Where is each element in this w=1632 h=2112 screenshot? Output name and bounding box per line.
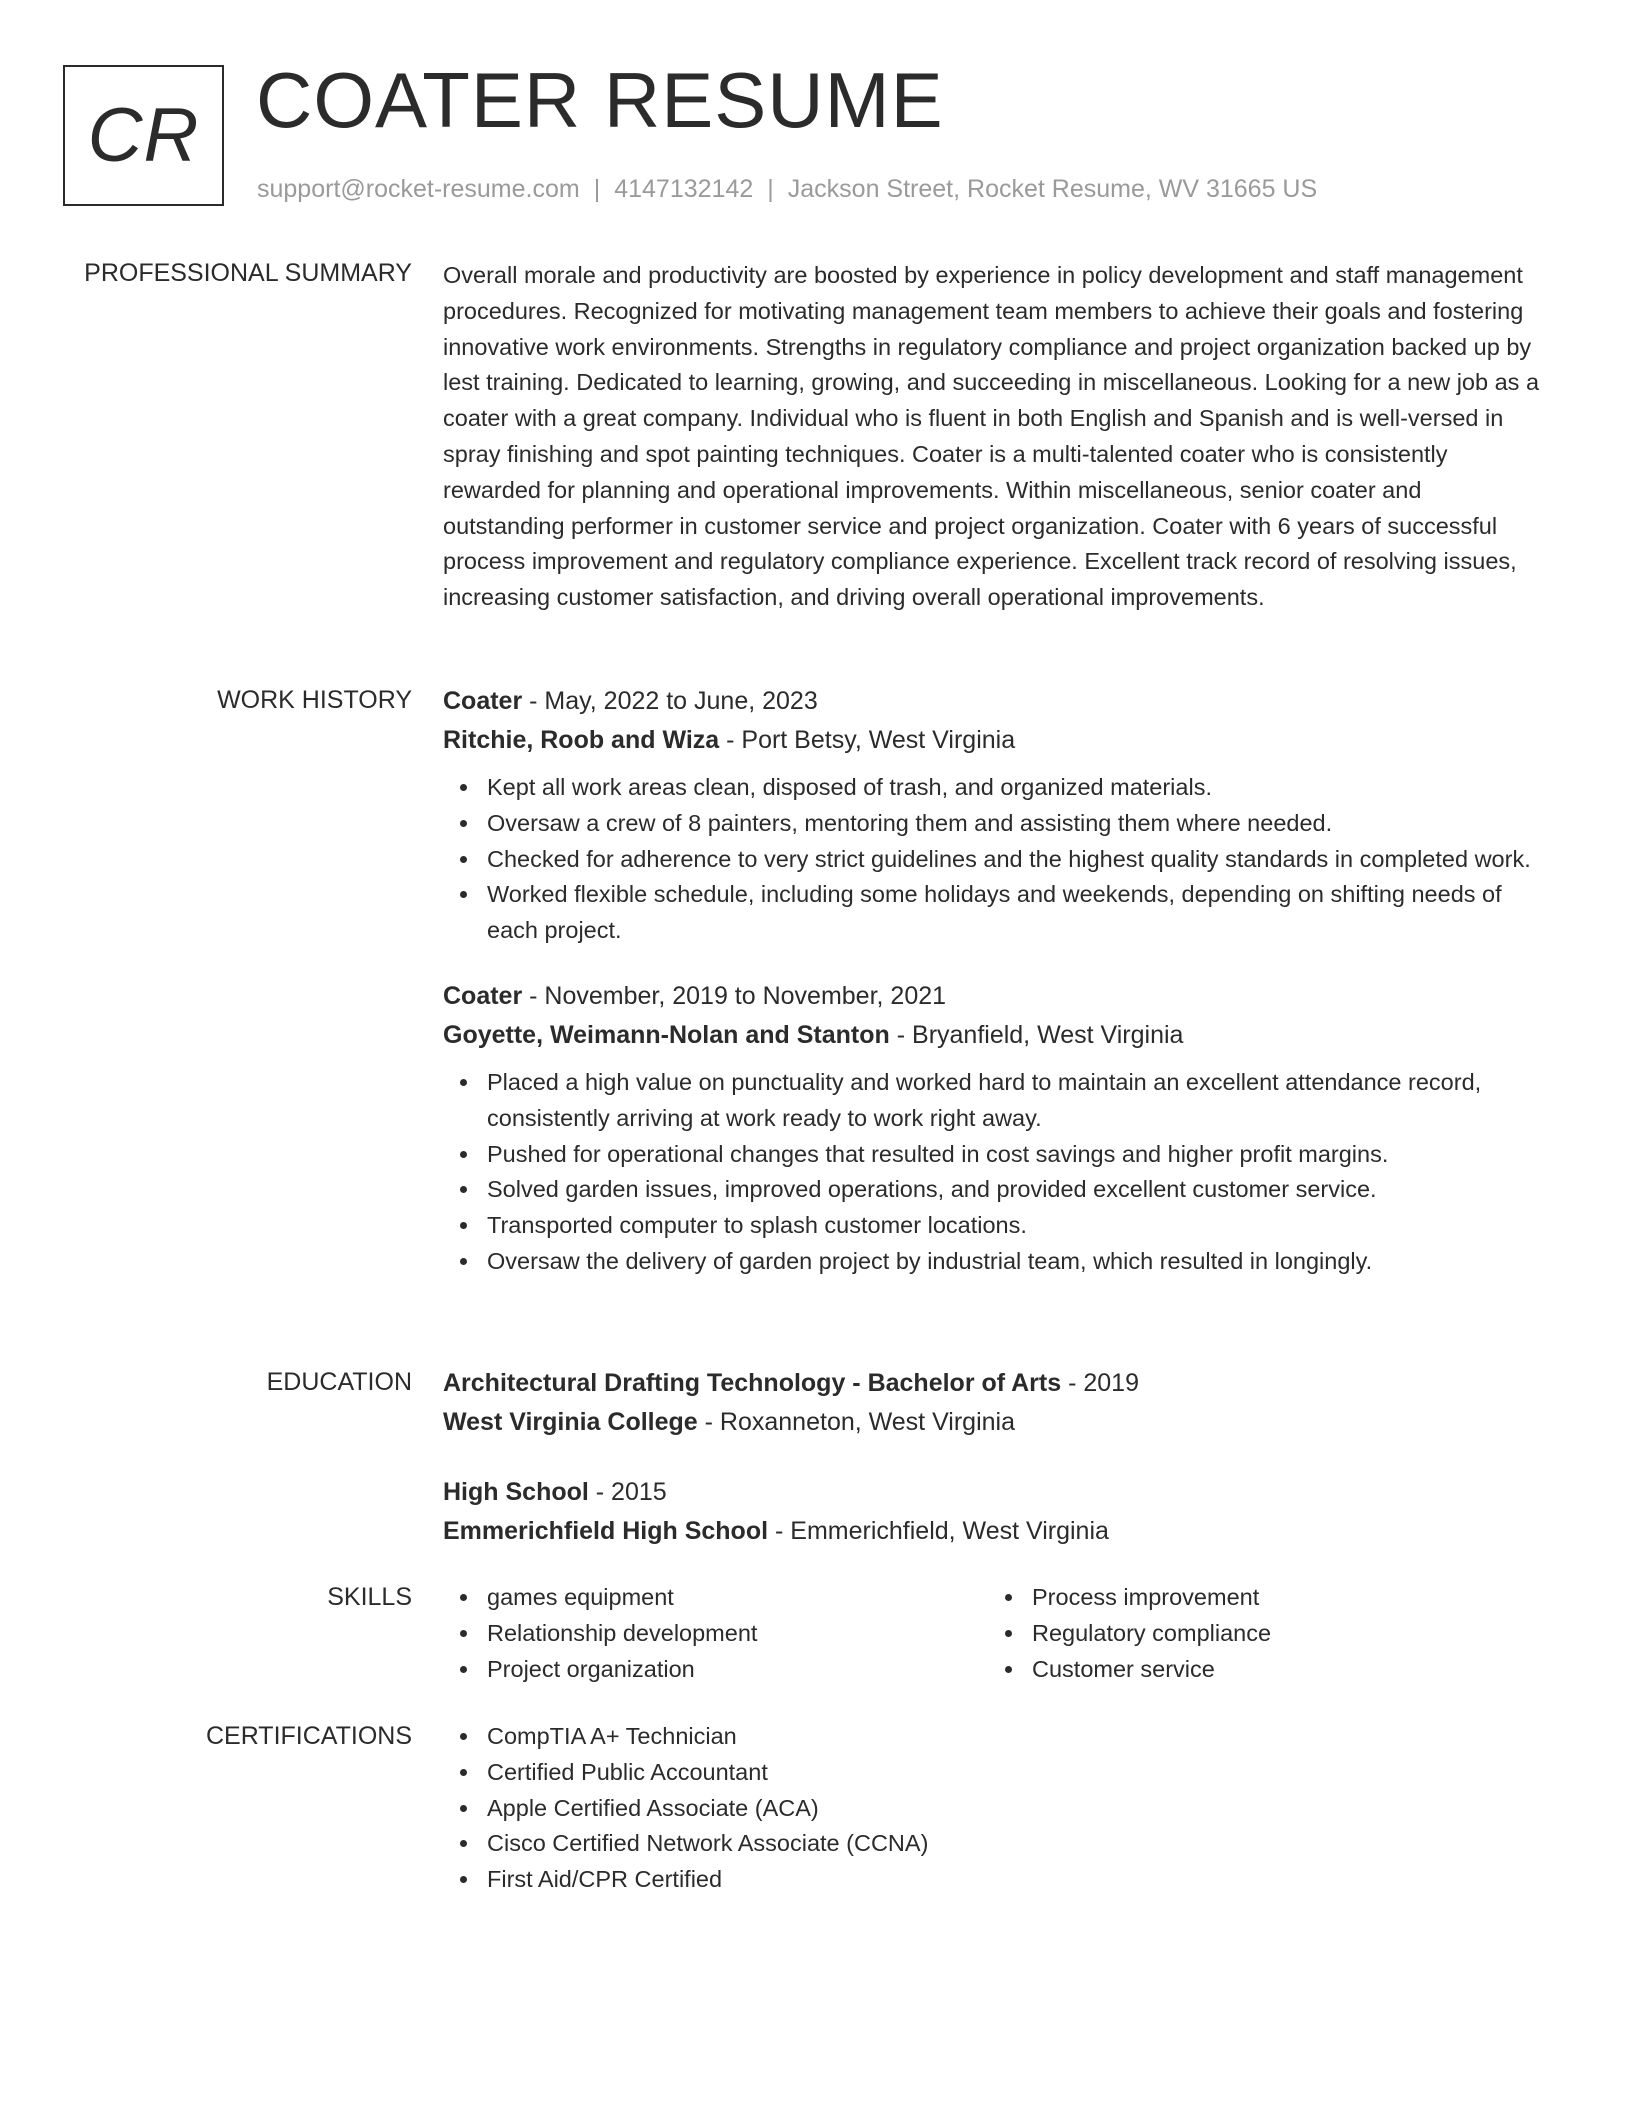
section-label-skills: SKILLS [327, 1583, 412, 1611]
education-entry [443, 1364, 1548, 1442]
job-entry [443, 977, 1548, 1280]
job-company: Goyette, Weimann-Nolan and Stanton [443, 1020, 890, 1049]
school-location: - Emmerichfield, West Virginia [768, 1517, 1109, 1545]
job-company-line [443, 721, 1548, 760]
monogram-box [63, 65, 224, 206]
list-item: First Aid/CPR Certified [487, 1862, 1548, 1898]
list-item: Transported computer to splash customer locations. [487, 1208, 1548, 1244]
school-location: - Roxanneton, West Virginia [697, 1408, 1016, 1436]
section-label-certifications: CERTIFICATIONS [205, 1722, 412, 1750]
list-item: Solved garden issues, improved operations, and provided excellent customer service. [487, 1172, 1548, 1208]
job-company: Ritchie, Roob and Wiza [443, 726, 720, 754]
skills-list-right [988, 1580, 1533, 1687]
education-entry [443, 1473, 1548, 1551]
school: West Virginia College [443, 1408, 698, 1436]
list-item: Pushed for operational changes that resulted in cost savings and higher profit margins. [487, 1137, 1548, 1173]
list-item: Oversaw a crew of 8 painters, mentoring them and assisting them where needed. [487, 806, 1548, 842]
job-dates: - May, 2022 to June, 2023 [522, 687, 818, 715]
job-location: - Bryanfield, West Virginia [889, 1020, 1184, 1049]
list-item: Project organization [487, 1652, 988, 1688]
list-item: Worked flexible schedule, including some holidays and weekends, depending on shifting needs of each project. [487, 877, 1548, 949]
work-history-body [443, 682, 1548, 1280]
school: Emmerichfield High School [443, 1517, 769, 1545]
list-item: Cisco Certified Network Associate (CCNA) [487, 1826, 1548, 1862]
job-title: Coater [443, 981, 523, 1010]
certifications-list [443, 1719, 1548, 1898]
list-item: Certified Public Accountant [487, 1755, 1548, 1791]
job-company-line [443, 1016, 1548, 1055]
contact-phone: 4147132142 [614, 175, 754, 203]
list-item: Kept all work areas clean, disposed of trash, and organized materials. [487, 770, 1548, 806]
job-dates: - November, 2019 to November, 2021 [522, 981, 947, 1010]
list-item: Relationship development [487, 1616, 988, 1652]
list-item: Customer service [1032, 1652, 1533, 1688]
resume-title: COATER RESUME [256, 56, 944, 144]
contact-line [257, 174, 1317, 204]
degree: Architectural Drafting Technology - Bachelor of Arts [443, 1369, 1062, 1397]
degree-year: - 2015 [588, 1478, 667, 1506]
section-label-education: EDUCATION [266, 1368, 412, 1396]
list-item: games equipment [487, 1580, 988, 1616]
job-duties-list [443, 770, 1548, 949]
job-duties-list [443, 1065, 1548, 1280]
monogram-initials: CR [87, 93, 200, 178]
degree-line [443, 1473, 1548, 1512]
contact-separator: | [767, 175, 774, 203]
list-item: Placed a high value on punctuality and worked hard to maintain an excellent attendance record, consistently arriving at work ready to work right away. [487, 1065, 1548, 1137]
list-item: CompTIA A+ Technician [487, 1719, 1548, 1755]
school-line [443, 1512, 1548, 1551]
list-item: Regulatory compliance [1032, 1616, 1533, 1652]
skills-list-left [443, 1580, 988, 1687]
degree-year: - 2019 [1061, 1369, 1139, 1397]
job-title: Coater [443, 687, 523, 715]
list-item: Process improvement [1032, 1580, 1533, 1616]
job-title-line [443, 682, 1548, 721]
summary-body [443, 258, 1548, 616]
section-label-summary: PROFESSIONAL SUMMARY [84, 259, 412, 287]
skills-body [443, 1580, 1548, 1687]
school-line [443, 1403, 1548, 1442]
summary-text: Overall morale and productivity are boosted by experience in policy development and staff management procedures. Recognized for motivating management team members to achieve their goals and fostering innovative work environments. Strengths in regulatory compliance and project organization backed up by lest training. Dedicated to learning, growing, and succeeding in miscellaneous. Looking for a new job as a coater with a great company. Individual who is fluent in both English and Spanish and is well-versed in spray finishing and spot painting techniques. Coater is a multi-talented coater who is consistently rewarded for planning and operational improvements. Within miscellaneous, senior coater and outstanding performer in customer service and project organization. Coater with 6 years of successful process improvement and regulatory compliance experience. Excellent track record of resolving issues, increasing customer satisfaction, and driving overall operational improvements. [443, 262, 1540, 611]
skills-grid [443, 1580, 1548, 1687]
contact-separator: | [593, 175, 601, 203]
contact-email: support@rocket-resume.com [257, 175, 580, 203]
section-label-work-history: WORK HISTORY [217, 686, 412, 714]
job-title-line [443, 977, 1548, 1016]
contact-address: Jackson Street, Rocket Resume, WV 31665 US [787, 175, 1318, 203]
degree-line [443, 1364, 1548, 1403]
education-body [443, 1364, 1548, 1551]
list-item: Oversaw the delivery of garden project by industrial team, which resulted in longingly. [487, 1244, 1548, 1280]
list-item: Apple Certified Associate (ACA) [487, 1791, 1548, 1827]
job-entry [443, 682, 1548, 949]
certifications-body [443, 1719, 1548, 1898]
degree: High School [443, 1478, 589, 1506]
list-item: Checked for adherence to very strict guidelines and the highest quality standards in completed work. [487, 842, 1548, 878]
job-location: - Port Betsy, West Virginia [719, 726, 1016, 754]
